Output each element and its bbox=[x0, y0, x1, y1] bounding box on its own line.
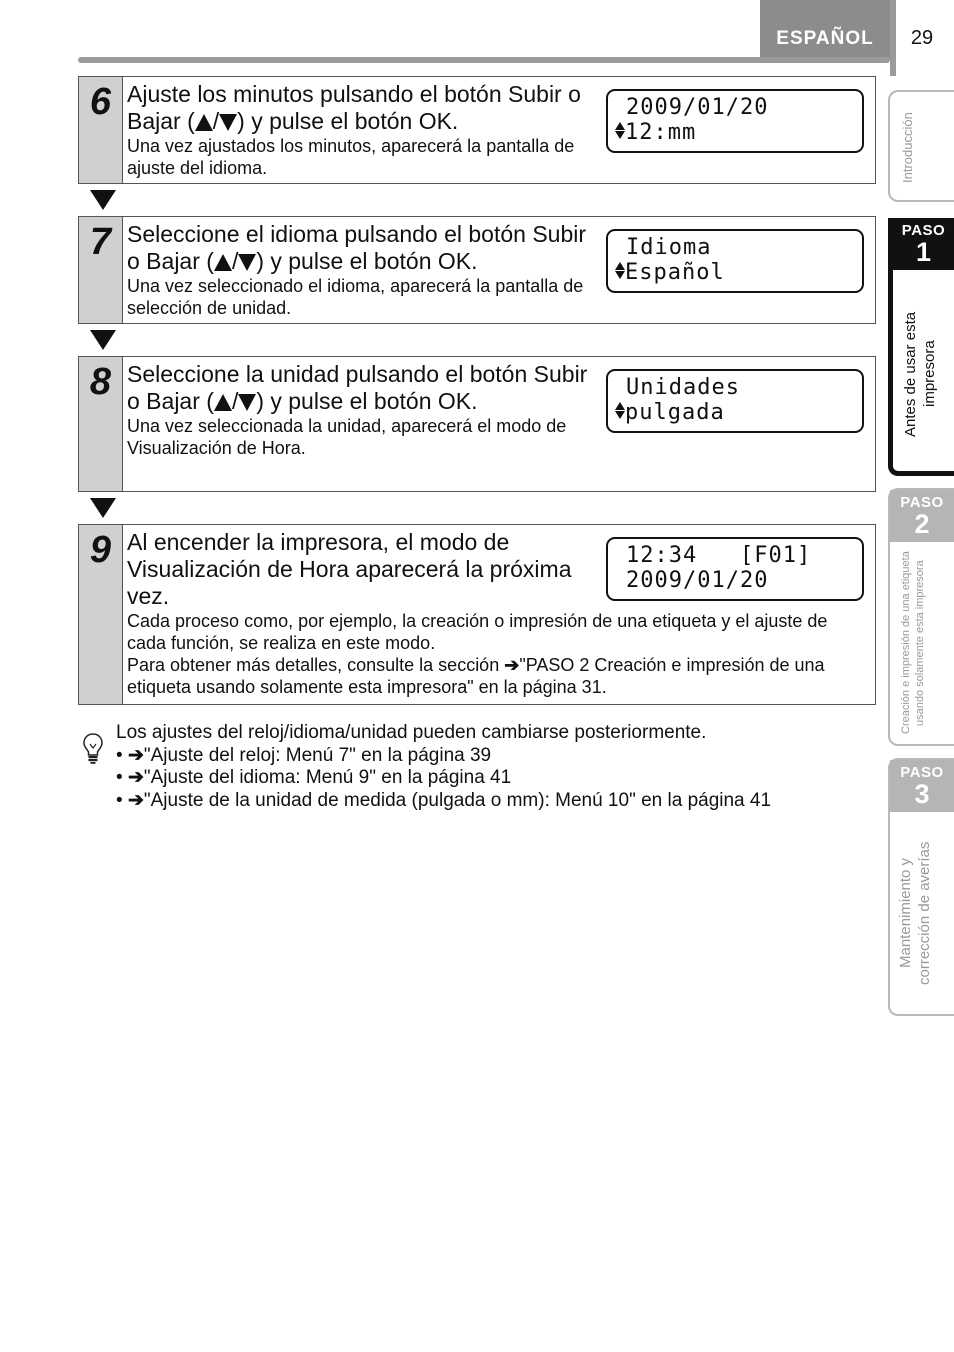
paso-header: PASO 1 bbox=[893, 218, 954, 270]
sidebar-tab-label: Mantenimiento y corrección de averías bbox=[897, 841, 933, 985]
step-note: Una vez seleccionado el idioma, aparecerá la pantalla de selección de unidad. bbox=[127, 276, 584, 318]
step-number: 8 bbox=[79, 357, 123, 491]
hint-note bbox=[116, 722, 856, 812]
step-instruction: Seleccione el idioma pulsando el botón Subir o Bajar ( / ) y pulse el botón OK. bbox=[127, 221, 587, 274]
lcd-display: 12:34 [F01] 2009/01/20 bbox=[606, 537, 864, 601]
sidebar-tab-label: Creación e impresión de una etiqueta usando solamente esta impresora bbox=[900, 551, 926, 735]
flow-arrow-icon bbox=[90, 190, 116, 210]
up-arrow-icon bbox=[214, 394, 232, 411]
step-reference: Para obtener más detalles, consulte la sección ➔"PASO 2 Creación e impresión de una etiqueta usando solamente esta impresora" en la página 31. bbox=[127, 655, 825, 697]
step-instruction: Ajuste los minutos pulsando el botón Subir o Bajar ( / ) y pulse el botón OK. bbox=[127, 81, 581, 134]
up-arrow-icon bbox=[195, 114, 213, 131]
note-item[interactable]: • ➔"Ajuste del reloj: Menú 7" en la página 39 bbox=[116, 744, 492, 766]
step-9 bbox=[78, 524, 876, 705]
sidebar-tab-paso-3[interactable] bbox=[888, 758, 954, 1016]
down-arrow-icon bbox=[219, 114, 237, 131]
step-number: 9 bbox=[79, 525, 123, 704]
flow-arrow-icon bbox=[90, 498, 116, 518]
reference-arrow-icon: ➔ bbox=[127, 789, 144, 811]
language-tab[interactable]: ESPAÑOL bbox=[760, 0, 890, 60]
step-7 bbox=[78, 216, 876, 324]
sidebar-tab-introduccion[interactable] bbox=[888, 90, 954, 202]
reference-arrow-icon: ➔ bbox=[127, 767, 144, 788]
step-number: 6 bbox=[79, 77, 123, 183]
lightbulb-hint-icon bbox=[82, 732, 104, 764]
down-arrow-icon bbox=[238, 394, 256, 411]
sidebar-tab-paso-2[interactable] bbox=[888, 488, 954, 746]
step-number: 7 bbox=[79, 217, 123, 323]
paso-header: PASO 3 bbox=[890, 760, 954, 812]
page-number: 29 bbox=[910, 27, 934, 49]
sidebar-tab-paso-1[interactable] bbox=[888, 218, 954, 476]
up-arrow-icon bbox=[214, 254, 232, 271]
note-item[interactable]: • ➔"Ajuste de la unidad de medida (pulgada o mm): Menú 10" en la página 41 bbox=[116, 789, 772, 811]
step-note: Una vez seleccionada la unidad, aparecerá el modo de Visualización de Hora. bbox=[127, 416, 567, 458]
step-6 bbox=[78, 76, 876, 184]
flow-arrow-icon bbox=[90, 330, 116, 350]
lcd-display: Idioma Español bbox=[606, 229, 864, 293]
header-rule bbox=[78, 57, 890, 63]
paso-header: PASO 2 bbox=[890, 490, 954, 542]
sidebar-tab-label: Antes de usar esta impresora bbox=[902, 311, 938, 437]
down-arrow-icon bbox=[238, 254, 256, 271]
step-8 bbox=[78, 356, 876, 492]
step-instruction: Al encender la impresora, el modo de Visualización de Hora aparecerá la próxima vez. bbox=[127, 529, 572, 609]
step-instruction: Seleccione la unidad pulsando el botón Subir o Bajar ( / ) y pulse el botón OK. bbox=[127, 361, 588, 414]
step-note: Una vez ajustados los minutos, aparecerá la pantalla de ajuste del idioma. bbox=[127, 136, 575, 178]
note-intro: Los ajustes del reloj/idioma/unidad pueden cambiarse posteriormente. bbox=[116, 722, 707, 743]
note-item[interactable]: • ➔"Ajuste del idioma: Menú 9" en la página 41 bbox=[116, 767, 512, 788]
step-note: Cada proceso como, por ejemplo, la creación o impresión de una etiqueta y el ajuste de cada función, se realiza en este modo. bbox=[127, 611, 828, 653]
lcd-display: 2009/01/20 12:mm bbox=[606, 89, 864, 153]
lcd-display: Unidades pulgada bbox=[606, 369, 864, 433]
sidebar-tab-label: Introducción bbox=[900, 112, 915, 184]
reference-arrow-icon: ➔ bbox=[504, 655, 520, 675]
reference-arrow-icon: ➔ bbox=[127, 744, 144, 766]
